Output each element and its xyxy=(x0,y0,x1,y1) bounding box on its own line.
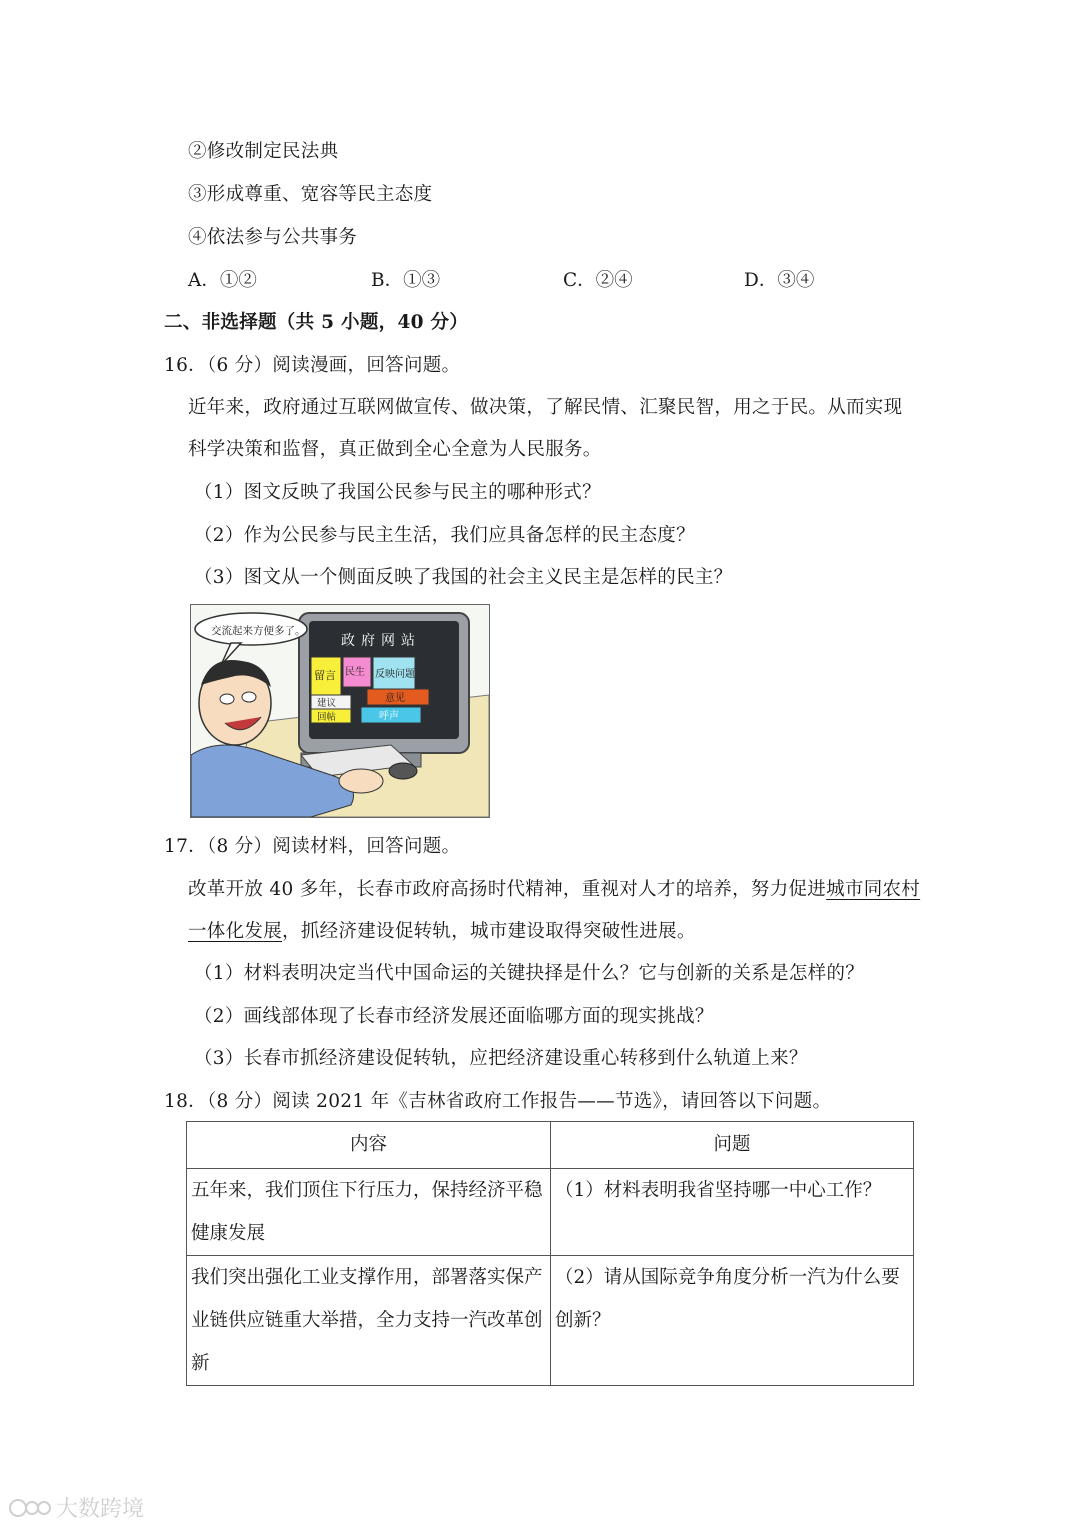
q16-sub-1: （1）图文反映了我国公民参与民主的哪种形式？ xyxy=(194,482,601,503)
cell-line: 创新？ xyxy=(555,1310,611,1331)
q17-para-1-text: 改革开放 40 多年，长春市政府高扬时代精神，重视对人才的培养，努力促进 xyxy=(188,879,827,900)
cartoon-tile-5: 意见 xyxy=(385,693,405,704)
choice-a: A．①② xyxy=(188,270,257,291)
q16-para-1: 近年来，政府通过互联网做宣传、做决策，了解民情、汇聚民智，用之于民。从而实现 xyxy=(188,397,903,418)
cell-line: （2）请从国际竞争角度分析一汽为什么要 xyxy=(555,1267,900,1288)
q17-para-2-text: ，抓经济建设促转轨，城市建设取得突破性进展。 xyxy=(282,921,696,942)
watermark-logo-icon xyxy=(8,1495,52,1521)
table-header-row xyxy=(187,1122,914,1169)
cartoon-bubble-text: 交流起来方便多了。 xyxy=(211,625,306,637)
choice-b: B．①③ xyxy=(371,270,441,291)
option-item-3: ③形成尊重、宽容等民主态度 xyxy=(188,184,433,205)
cartoon-tile-1: 留言 xyxy=(314,669,336,682)
cell-line: （1）材料表明我省坚持哪一中心工作？ xyxy=(555,1180,882,1201)
table-header-question: 问题 xyxy=(551,1122,914,1169)
q16-para-2: 科学决策和监督，真正做到全心全意为人民服务。 xyxy=(188,439,602,460)
choice-d: D．③④ xyxy=(744,270,815,291)
q16-sub-3: （3）图文从一个侧面反映了我国的社会主义民主是怎样的民主？ xyxy=(194,567,733,588)
section-title: 二、非选择题（共 5 小题，40 分） xyxy=(164,312,469,333)
cartoon-image xyxy=(190,604,490,818)
table-row xyxy=(187,1256,914,1386)
q18-head: 18．（8 分）阅读 2021 年《吉林省政府工作报告——节选》，请回答以下问题。 xyxy=(164,1091,832,1112)
table-cell-question-1 xyxy=(551,1169,914,1256)
table-cell-question-2 xyxy=(551,1256,914,1386)
cartoon-screen-title: 政府网站 xyxy=(341,633,421,649)
q17-para-1 xyxy=(188,878,920,902)
option-item-4: ④依法参与公共事务 xyxy=(188,227,358,248)
q17-head: 17．（8 分）阅读材料，回答问题。 xyxy=(164,836,461,857)
choice-c: C．②④ xyxy=(563,270,633,291)
table-cell-content-1 xyxy=(187,1169,551,1256)
cell-line: 五年来，我们顶住下行压力，保持经济平稳 xyxy=(191,1180,543,1201)
q16-sub-2: （2）作为公民参与民主生活，我们应具备怎样的民主态度？ xyxy=(194,525,695,546)
q17-sub-1: （1）材料表明决定当代中国命运的关键抉择是什么？它与创新的关系是怎样的？ xyxy=(194,963,865,984)
q17-underlined-2: 一体化发展 xyxy=(188,921,283,942)
option-item-2: ②修改制定民法典 xyxy=(188,141,339,162)
watermark xyxy=(8,1492,144,1523)
q17-para-2 xyxy=(188,920,696,944)
table-header-content: 内容 xyxy=(187,1122,551,1169)
cell-line: 新 xyxy=(191,1353,210,1374)
q17-sub-2: （2）画线部体现了长春市经济发展还面临哪方面的现实挑战？ xyxy=(194,1006,714,1027)
watermark-text: 大数跨境 xyxy=(56,1497,145,1522)
cartoon-tile-4: 建议 xyxy=(317,698,337,709)
q17-sub-3: （3）长春市抓经济建设促转轨，应把经济建设重心转移到什么轨道上来？ xyxy=(194,1048,808,1069)
cell-line: 我们突出强化工业支撑作用，部署落实保产 xyxy=(191,1267,543,1288)
cartoon-tile-7: 呼声 xyxy=(379,711,399,722)
cartoon-tile-6: 回帖 xyxy=(317,712,337,723)
table-cell-content-2 xyxy=(187,1256,551,1386)
q17-underlined-1: 城市同农村 xyxy=(826,879,921,900)
q16-head: 16．（6 分）阅读漫画，回答问题。 xyxy=(164,355,461,376)
q18-table xyxy=(186,1121,914,1386)
table-row xyxy=(187,1169,914,1256)
cell-line: 业链供应链重大举措，全力支持一汽改革创 xyxy=(191,1310,543,1331)
cartoon-tile-3: 反映问题 xyxy=(375,669,415,680)
cell-line: 健康发展 xyxy=(191,1223,266,1244)
cartoon-tile-2: 民生 xyxy=(345,667,365,678)
